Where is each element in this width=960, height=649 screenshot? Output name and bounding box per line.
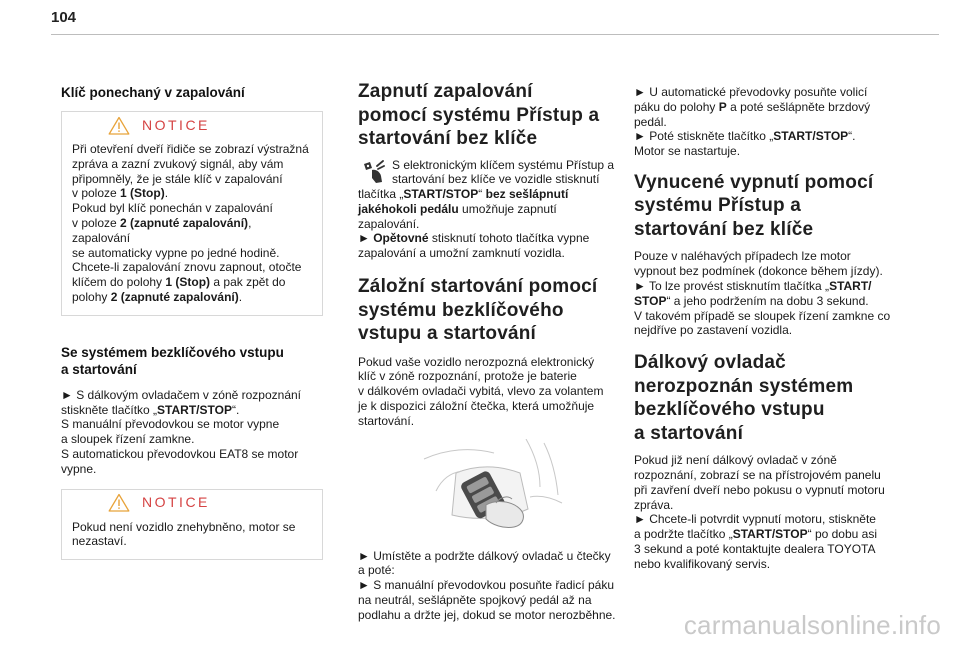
page-number: 104: [51, 9, 77, 26]
text-line: na neutrál, sešlápněte spojkový pedál až na: [358, 592, 592, 607]
heading-line: nerozpoznán systémem: [634, 375, 854, 397]
heading-line: Dálkový ovladač: [634, 352, 786, 374]
heading-remote-not-detected: [634, 351, 896, 445]
text-line: ► S dálkovým ovladačem v zóně rozpoznání: [61, 387, 301, 402]
notice-title: NOTICE: [142, 116, 210, 133]
notice-body: [62, 516, 322, 560]
text-line: S elektronickým klíčem systému Přístup a: [392, 157, 615, 172]
text-line: Pokud již není dálkový ovladač v zóně: [634, 453, 837, 468]
text-line: jakéhokoli pedálu umožňuje zapnutí: [358, 201, 557, 216]
notice-box-1: [61, 111, 323, 316]
heading-line: bezklíčového vstupu: [634, 399, 825, 421]
text-line: ► Opětovné stisknutí tohoto tlačítka vypne: [358, 231, 590, 246]
section-title-key-left-in-ignition: Klíč ponechaný v zapalování: [61, 85, 245, 100]
text-line: vypne.: [61, 461, 97, 476]
text-line: v poloze 1 (Stop).: [72, 186, 169, 201]
text-line: v poloze 2 (zapnuté zapalování), zapalování: [72, 215, 252, 245]
warning-triangle-icon: [108, 493, 130, 512]
keyless-key-icon: [358, 158, 386, 186]
heading-backup-start: [358, 275, 620, 346]
text-line: v dálkovém ovladači vybitá, vlevo za volantem: [358, 384, 604, 399]
text-line: ► Umístěte a podržte dálkový ovladač u čtečky: [358, 548, 611, 563]
automatic-start-text: [634, 85, 896, 159]
column-right: [634, 80, 896, 572]
text-line: Pokud byl klíč ponechán v zapalování: [72, 201, 273, 216]
text-line: a podržte tlačítko „START/STOP“ po dobu asi: [634, 527, 878, 542]
text-line: ► S manuální převodovkou posuňte řadicí páku: [358, 578, 615, 593]
text-line: Chcete-li zapalování znovu zapnout, otočte: [72, 260, 302, 275]
text-line: STOP“ a jeho podržením na dobu 3 sekund.: [634, 293, 869, 308]
heading-line: pomocí systému Přístup a: [358, 104, 600, 126]
text-line: nebo kvalifikovaný servis.: [634, 556, 771, 571]
heading-line: systému bezklíčového: [358, 299, 564, 321]
notice-header: [62, 490, 322, 516]
text-line: startování bez klíče ve vozidle stisknutí: [392, 172, 600, 187]
heading-ignition-keyless: [358, 80, 620, 151]
text-line: polohy 2 (zapnuté zapalování).: [72, 289, 243, 304]
text-line: ► Poté stiskněte tlačítko „START/STOP“.: [634, 129, 856, 144]
text-line: klíč v zóně rozpoznání, protože je baterie: [358, 369, 577, 384]
text-line: 3 sekund a poté kontaktujte dealera TOYOTA: [634, 542, 876, 557]
text-line: pedál.: [634, 114, 667, 129]
keyless-stop-text: [61, 388, 323, 477]
watermark: carmanualsonline.info: [683, 610, 941, 640]
heading-line: Záložní startování pomocí: [358, 276, 598, 298]
heading-line: startování bez klíče: [634, 218, 814, 240]
column-left: [61, 84, 323, 560]
text-line: nezastaví.: [72, 534, 127, 549]
notice-body: [62, 138, 322, 315]
text-line: zpráva.: [634, 497, 674, 512]
top-rule: [51, 34, 939, 35]
notice-header: [62, 112, 322, 138]
section-title-keyless: Se systémem bezklíčového vstupu: [61, 344, 284, 360]
heading-line: systému Přístup a: [634, 195, 802, 217]
text-line: rozpoznání, zobrazí se na přístrojovém panelu: [634, 468, 881, 483]
text-line: při zavření dveří nebo pokusu o vypnutí motoru: [634, 482, 885, 497]
text-line: Pouze v naléhavých případech lze motor: [634, 249, 851, 264]
text-line: V takovém případě se sloupek řízení zamkne co: [634, 308, 891, 323]
text-line: nejdříve po zastavení vozidla.: [634, 323, 793, 338]
text-line: tlačítka „START/STOP“ bez sešlápnutí: [358, 187, 569, 202]
section-title-keyless: a startování: [61, 361, 137, 377]
heading-line: a startování: [634, 422, 744, 444]
text-line: ► Chcete-li potvrdit vypnutí motoru, stiskněte: [634, 512, 876, 527]
backup-start-text: [358, 355, 620, 429]
heading-line: vstupu a startování: [358, 323, 537, 345]
text-line: připomněly, že je stále klíč v zapalování: [72, 171, 283, 186]
text-line: páku do polohy P a poté sešlápněte brzdový: [634, 99, 871, 114]
text-line: je k dispozici záložní čtečka, která umožňuje: [358, 398, 595, 413]
backup-reader-illustration: [416, 439, 566, 535]
heading-forced-stop: [634, 171, 896, 242]
text-line: S manuální převodovkou se motor vypne: [61, 417, 280, 432]
text-line: ► U automatické převodovky posuňte volicí: [634, 85, 868, 99]
text-line: ► To lze provést stisknutím tlačítka „START/: [634, 279, 872, 294]
text-line: startování.: [358, 413, 415, 428]
notice-box-2: [61, 489, 323, 561]
text-line: a poté:: [358, 563, 395, 578]
text-line: zpráva a zazní zvukový signál, aby vám: [72, 156, 284, 171]
forced-stop-text: [634, 249, 896, 338]
text-line: a sloupek řízení zamkne.: [61, 432, 195, 447]
text-line: vypnout bez podmínek (dokonce během jízdy).: [634, 264, 883, 279]
text-line: klíčem do polohy 1 (Stop) a pak zpět do: [72, 275, 286, 290]
text-line: zapalování.: [358, 216, 420, 231]
text-line: podlahu a držte jej, dokud se motor nerozběhne.: [358, 607, 616, 622]
heading-line: startování bez klíče: [358, 128, 538, 149]
text-line: stiskněte tlačítko „START/STOP“.: [61, 402, 240, 417]
warning-triangle-icon: [108, 116, 130, 135]
backup-start-steps: [358, 549, 620, 623]
text-line: Pokud není vozidlo znehybněno, motor se: [72, 519, 296, 534]
heading-line: Zapnutí zapalování: [358, 81, 533, 102]
heading-line: Vynucené vypnutí pomocí: [634, 171, 874, 193]
notice-title: NOTICE: [142, 494, 210, 511]
text-line: se automaticky vypne po jedné hodině.: [72, 245, 280, 260]
text-line: zapalování a umožní zamknutí vozidla.: [358, 246, 565, 261]
text-line: S automatickou převodovkou EAT8 se motor: [61, 446, 299, 461]
text-line: Motor se nastartuje.: [634, 144, 741, 159]
column-middle: [358, 80, 620, 623]
remote-not-detected-text: [634, 453, 896, 571]
text-line: Pokud vaše vozidlo nerozpozná elektronický: [358, 354, 595, 369]
text-line: Při otevření dveří řidiče se zobrazí výstražná: [72, 142, 309, 156]
ignition-text: [358, 158, 620, 262]
